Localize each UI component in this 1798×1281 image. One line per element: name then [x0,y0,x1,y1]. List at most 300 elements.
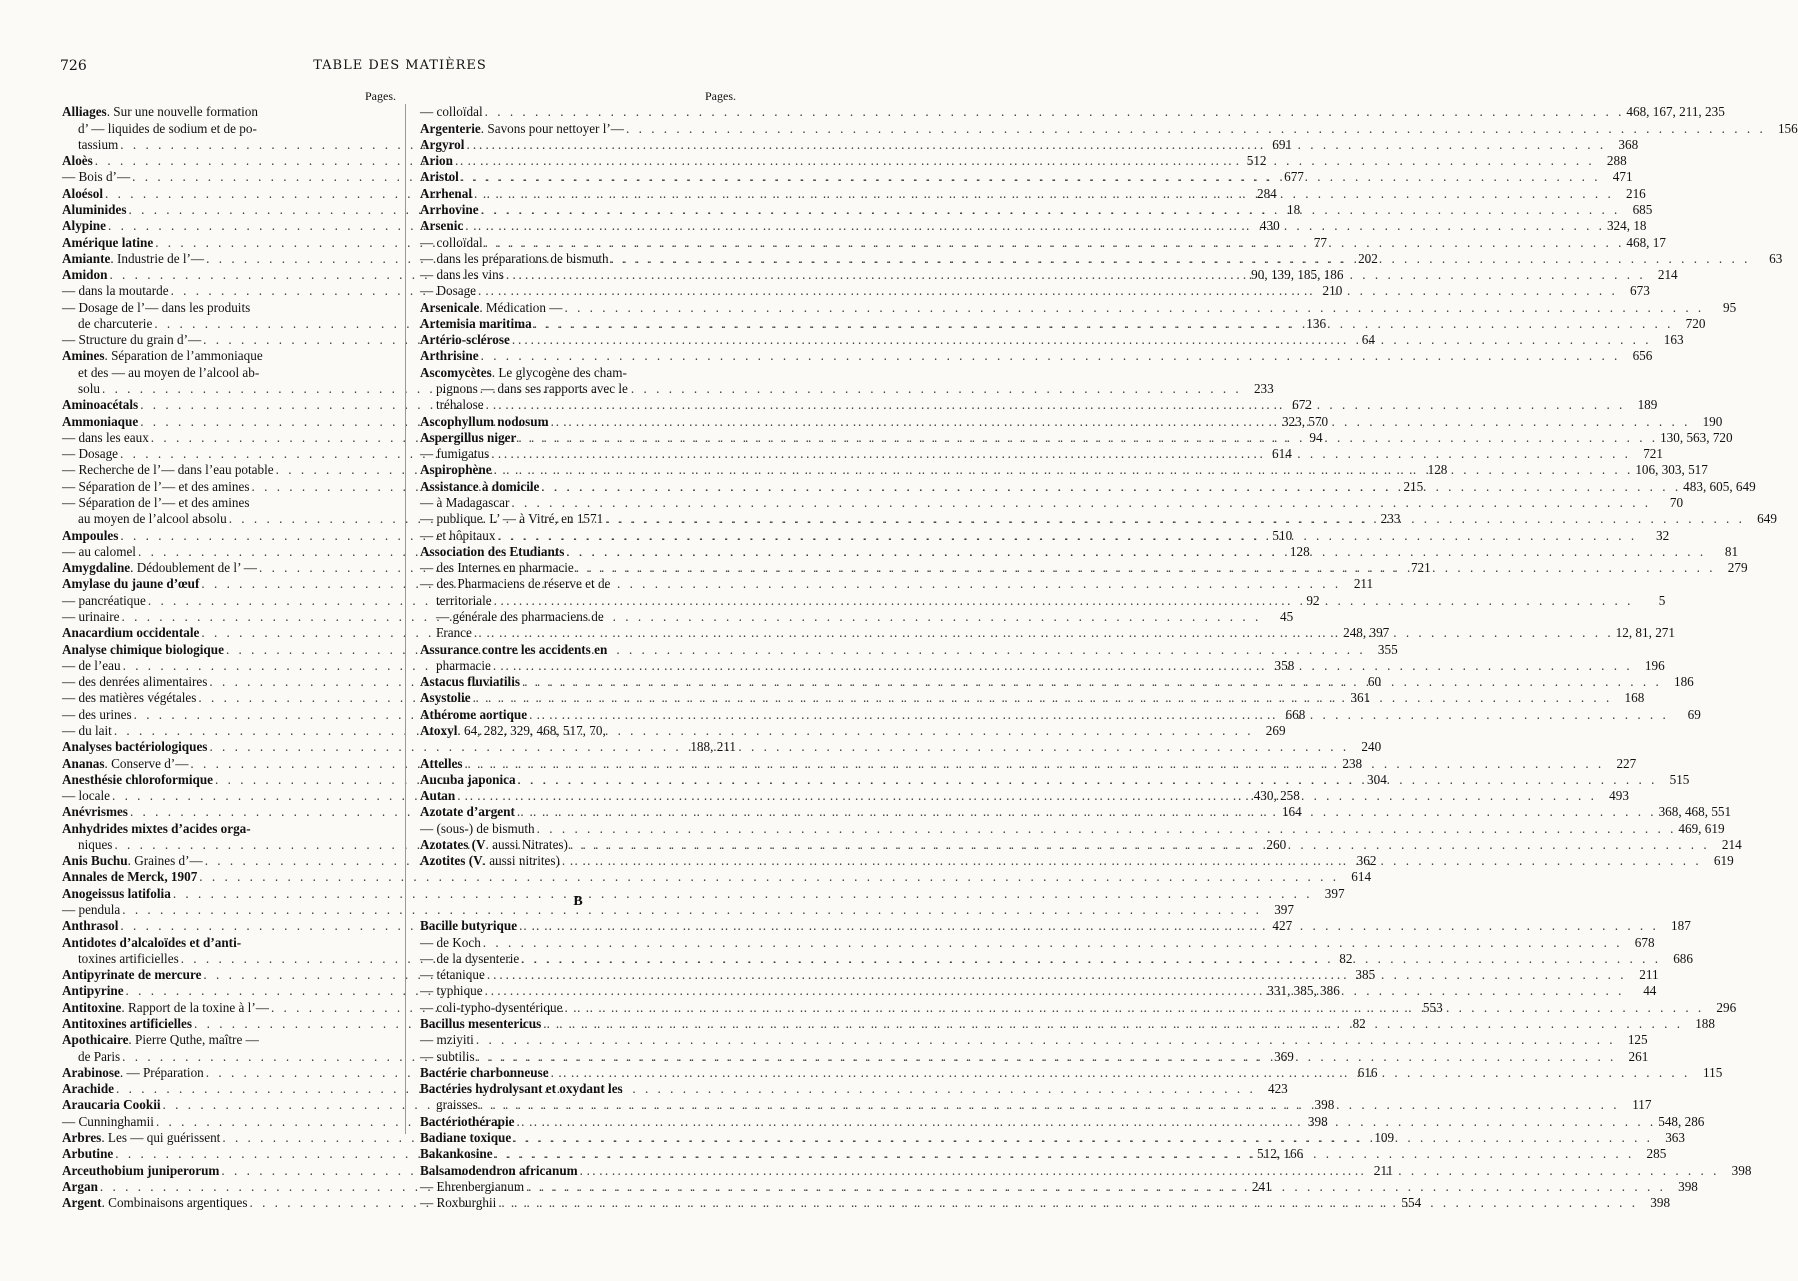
entry-term: Azotites (V. aussi nitrites) [420,853,560,869]
entry-term: — mziyiti [420,1032,474,1048]
entry-term: Alypine [62,218,106,234]
dot-leader [518,772,1658,788]
entry-page-refs: 430, 258 [1253,788,1300,804]
entry-page-refs: 285 [1646,1146,1667,1162]
entry-page-refs: 211 [1639,967,1659,983]
dot-leader [626,121,1766,137]
entry-page-refs: 469, 619 [1678,820,1725,836]
entry-page-refs: 115 [1703,1064,1723,1080]
entry-term: de charcuterie [78,315,153,331]
dot-leader [199,869,1339,885]
entry-term: Badiane toxique [420,1129,512,1145]
dot-leader [534,316,1674,332]
entry-page-refs: 720 [1685,315,1706,331]
entry-page-refs: 398 [1678,1178,1698,1194]
entry-term: — Ehrenbergianum [420,1178,525,1194]
entry-page-refs: 284 [1256,185,1277,201]
entry-term: territoriale [436,592,492,608]
entry-term: Artemisia maritima [420,315,532,331]
entry-page-refs: 368, 468, 551 [1658,804,1732,820]
index-entry [420,495,1684,511]
dot-leader [497,528,1637,544]
entry-term: Bactérie charbonneuse [420,1064,549,1080]
entry-term: Argent. Combinaisons argentiques [62,1195,248,1211]
entry-page-refs: 397 [1324,885,1345,901]
entry-term: tréhalose [436,397,484,413]
entry-page-refs: 188, 211 [690,739,736,755]
index-entry [62,104,396,120]
entry-page-refs: 240 [1361,739,1382,755]
entry-term: — colloïdal [420,234,483,250]
entry-page-refs: 619 [1713,853,1734,869]
entry-page-refs: 656 [1632,348,1653,364]
entry-term: — Cunninghamii [62,1113,154,1129]
entry-page-refs: 548, 286 [1658,1113,1705,1129]
entry-page-refs: 279 [1727,560,1748,576]
entry-term: Antitoxines artificielles [62,1016,193,1032]
entry-page-refs: 69 [1687,706,1701,722]
dot-leader [464,756,1604,772]
entry-page-refs: 238 [1342,755,1363,771]
dot-leader [209,739,1349,755]
entry-term: — dans les préparations de bismuth [420,250,609,266]
section-letter: B [573,893,583,909]
entry-term: — Structure du grain d’— [62,332,202,348]
entry-page-refs: 125 [1627,1032,1648,1048]
entry-term: Aucuba japonica [420,771,516,787]
entry-page-refs: 686 [1673,950,1693,966]
entry-term: Ascophyllum nodosum [420,413,549,429]
entry-term: Arceuthobium juniperorum [62,1162,220,1178]
dot-leader [551,414,1691,430]
entry-term: Amérique latine [62,234,154,250]
entry-page-refs: 483, 605, 649 [1683,478,1756,494]
entry-page-refs: 510 [1272,527,1293,543]
dot-leader [173,886,1313,902]
dot-leader [494,593,1634,609]
entry-term: Azotate d’argent [420,804,515,820]
entry-page-refs: 358 [1274,657,1295,673]
index-entry [62,869,1372,885]
entry-page-refs: 668 [1285,706,1306,722]
entry-term: Aloès [62,153,93,169]
entry-term: Apothicaire. Pierre Quthe, maître — [62,1032,259,1048]
entry-term: Amines. Séparation de l’ammoniaque [62,348,263,364]
entry-term: Ampoules [62,527,119,543]
dot-leader [494,462,1634,478]
entry-page-refs: 649 [1757,511,1777,527]
entry-page-refs: 90, 139, 185, 186 [1251,267,1344,283]
dot-leader [481,202,1621,218]
entry-page-refs: 304 [1367,771,1387,787]
entry-page-refs: 216 [1625,185,1646,201]
entry-term: Arabinose. — Préparation [62,1064,204,1080]
entry-page-refs: 368 [1618,136,1639,152]
dot-leader [480,1097,1620,1113]
entry-page-refs: 269 [1265,722,1286,738]
entry-term: — publique. L’ — à Vitré, en 1571 [420,511,604,527]
index-entry [62,495,396,511]
dot-leader [518,430,1658,446]
index-entry [420,299,1737,316]
entry-term: Arbutine [62,1146,114,1162]
entry-page-refs: 156 [1777,120,1798,136]
entry-page-refs: 109 [1374,1129,1395,1145]
dot-leader [491,446,1631,462]
entry-page-refs: 45 [1280,608,1294,624]
entry-page-refs: 117 [1632,1097,1652,1113]
entry-page-refs: 60 [1367,674,1382,690]
entry-page-refs: 721 [1410,560,1431,576]
dot-leader [517,804,1657,820]
entry-term: niques [78,836,113,852]
entry-term: — à Madagascar [420,495,510,511]
entry-term: — de l’eau [62,657,121,673]
entry-term: Autan [420,788,456,804]
entry-term: Arrhovine [420,201,479,217]
entry-term: — typhique [420,983,483,999]
entry-term: de Paris [78,1048,121,1064]
entry-term: Arsenic [420,218,464,234]
entry-term: Artério-sclérose [420,332,510,348]
entry-page-refs: 355 [1377,641,1398,657]
entry-term: — et hôpitaux [420,527,496,543]
dot-leader [474,625,1614,641]
entry-term: Arion [420,153,453,169]
entry-page-refs: 553 [1422,999,1443,1015]
entry-term: Bacille butyrique [420,918,518,934]
entry-page-refs: 106, 303, 517 [1635,462,1708,478]
entry-page-refs: 493 [1609,788,1629,804]
entry-term: — de la dysenterie [420,950,520,966]
entry-page-refs: 363 [1665,1129,1685,1145]
entry-term: — tétanique [420,967,485,983]
entry-term: tassium [78,136,119,152]
entry-term: Aluminides [62,201,127,217]
entry-term: Azotates (V. aussi Nitrates) [420,836,568,852]
entry-term: — Séparation de l’— et des amines [62,478,250,494]
entry-term: Anhydrides mixtes d’acides orga- [62,820,251,836]
dot-leader [564,300,1704,316]
dot-leader [566,544,1706,560]
entry-term: Ammoniaque [62,413,139,429]
dot-leader [537,821,1677,837]
entry-term: — du lait [62,722,112,738]
entry-page-refs: 427 [1272,918,1293,934]
entry-page-refs: 398 [1731,1162,1752,1178]
page-number: 726 [60,58,87,74]
entry-page-refs: 398 [1650,1195,1671,1211]
dot-leader [477,1049,1617,1065]
entry-term: — des matières végétales [62,690,197,706]
entry-term: — des urines [62,706,132,722]
dot-leader [570,837,1710,853]
dot-leader [564,1000,1704,1016]
entry-page-refs: 18 [1287,201,1301,217]
entry-term: Amiante. Industrie de l’— [62,250,205,266]
entry-page-refs: 12, 81, 271 [1615,625,1675,641]
entry-term: Amidon [62,267,108,283]
entry-page-refs: 32 [1656,527,1670,543]
entry-page-refs: 423 [1267,1081,1288,1097]
entry-term: France [436,625,472,641]
entry-term: Balsamodendron africanum [420,1162,578,1178]
dot-leader [473,690,1613,706]
entry-term: Argenterie. Savons pour nettoyer l’— [420,120,624,136]
entry-term: — Séparation de l’— et des amines [62,495,250,511]
dot-leader [465,218,1605,234]
entry-page-refs: 81 [1724,543,1739,559]
entry-page-refs: 227 [1616,755,1637,771]
entry-page-refs: 94 [1309,429,1323,445]
entry-page-refs: 241 [1251,1178,1272,1194]
entry-term: Annales de Merck, 1907 [62,869,198,885]
entry-term: Atoxyl. 64, 282, 329, 468, 517, 70, [420,722,606,738]
entry-term: Bactéries hydrolysant et oxydant les [420,1081,623,1097]
entry-page-refs: 70 [1669,495,1684,511]
entry-term: — Dosage [420,283,477,299]
dot-leader [201,576,1341,592]
entry-term: Bakankosine [420,1146,493,1162]
dot-leader [512,332,1652,348]
entry-page-refs: 288 [1606,153,1627,169]
entry-page-refs: 296 [1716,999,1737,1015]
entry-term: Bacillus mesentericus [420,1015,542,1031]
entry-page-refs: 214 [1721,836,1742,852]
dot-leader [543,1016,1683,1032]
entry-term: — des Pharmaciens de réserve et de [420,576,611,592]
entry-page-refs: 515 [1669,771,1690,787]
dot-leader [466,137,1606,153]
entry-term: — locale [62,788,110,804]
entry-term: — au calomel [62,543,136,559]
entry-page-refs: 721 [1643,446,1663,462]
entry-page-refs: 614 [1272,446,1292,462]
index-entry [62,935,396,951]
entry-page-refs: 398 [1307,1113,1328,1129]
entry-page-refs: 362 [1356,853,1377,869]
entry-term: — pancréatique [62,592,146,608]
entry-term: Ascomycètes. Le glycogène des cham- [420,364,627,380]
dot-leader [485,983,1625,999]
entry-term: Assurance contre les accidents en [420,641,608,657]
entry-term: Anévrismes [62,804,128,820]
entry-page-refs: 187 [1671,918,1691,934]
entry-term: d’ — liquides de sodium et de po- [78,120,257,136]
dot-leader [485,235,1625,251]
entry-page-refs: 614 [1351,869,1372,885]
entry-page-refs: 95 [1723,299,1737,315]
entry-page-refs: 233 [1380,511,1401,527]
entry-term: — Bois d’— [62,169,131,185]
entry-page-refs: 136 [1306,315,1327,331]
entry-term: — des denrées alimentaires [62,674,208,690]
dot-leader [476,1032,1616,1048]
entry-term: — (sous-) de bismuth [420,820,535,836]
entry-page-refs: 385 [1355,967,1376,983]
entry-term: toxines artificielles [78,950,179,966]
entry-page-refs: 128 [1289,543,1310,559]
entry-term: Anacardium occidentale [62,625,200,641]
index-entry [62,365,396,381]
dot-leader [474,186,1614,202]
entry-term: — Recherche de l’— dans l’eau potable [62,462,274,478]
entry-page-refs: 468, 17 [1626,234,1666,250]
entry-term: Assistance à domicile [420,478,540,494]
entry-page-refs: 398 [1314,1097,1335,1113]
entry-term: — de Koch [420,934,481,950]
entry-page-refs: 210 [1322,283,1343,299]
entry-term: Athérome aortique [420,706,528,722]
entry-page-refs: 82 [1352,1016,1366,1032]
index-entry [420,642,736,658]
index-entry [420,381,736,397]
entry-page-refs: 512, 166 [1257,1146,1304,1162]
entry-page-refs: 691 [1272,136,1293,152]
entry-page-refs: 211 [1373,1162,1394,1178]
entry-page-refs: 261 [1628,1048,1649,1064]
entry-term: Aloésol [62,185,104,201]
dot-leader [485,104,1625,120]
index-entry [420,120,1798,137]
entry-term: Ananas. Conserve d’— [62,755,189,771]
entry-term: Bactériothérapie [420,1113,515,1129]
entry-page-refs: 233 [1253,381,1274,397]
entry-term: Alliages. Sur une nouvelle formation [62,104,258,120]
entry-term: Analyse chimique biologique [62,641,224,657]
entry-page-refs: 369 [1274,1048,1294,1064]
dot-leader [495,1146,1635,1162]
entry-term: Antitoxine. Rapport de la toxine à l’— [62,999,269,1015]
entry-page-refs: 128 [1427,462,1448,478]
index-entry [62,902,1294,918]
index-entry [62,821,396,837]
entry-term: Astacus fluviatilis [420,674,521,690]
entry-term: graisses [436,1097,478,1113]
entry-term: pignons — dans ses rapports avec le [436,381,628,397]
entry-term: — Dosage [62,446,119,462]
dot-leader [576,560,1716,576]
entry-page-refs: 64 [1361,332,1375,348]
running-head: TABLE DES MATIÈRES [313,58,487,73]
entry-term: Attelles [420,755,463,771]
entry-page-refs: 202 [1358,250,1378,266]
entry-term: Aspirophène [420,462,492,478]
dot-leader [481,348,1621,364]
entry-page-refs: 63 [1769,250,1783,266]
dot-leader [498,1195,1638,1211]
dot-leader [506,267,1646,283]
index-entry [420,723,736,739]
entry-term: Argan [62,1178,98,1194]
entry-page-refs: 677 [1284,169,1304,185]
entry-term: Anthrasol [62,918,119,934]
entry-page-refs: 430 [1259,218,1280,234]
entry-page-refs: 77 [1313,234,1327,250]
entry-term: Antipyrine [62,983,124,999]
dot-leader [478,283,1618,299]
dot-leader [457,788,1597,804]
entry-page-refs: 215 [1403,478,1424,494]
entry-page-refs: 512 [1246,153,1267,169]
entry-term: et des — au moyen de l’alcool ab- [78,364,260,380]
entry-term: Arachide [62,1081,115,1097]
entry-term: — dans les vins [420,267,504,283]
entry-term: Araucaria Cookii [62,1097,161,1113]
dot-leader [511,495,1651,511]
entry-page-refs: 130, 563, 720 [1660,429,1733,445]
entry-term: Amygdaline. Dédoublement de l’ — [62,560,257,576]
index-entry [420,1081,736,1097]
index-entry [420,609,736,625]
entry-term: — générale des pharmaciens de [436,608,604,624]
entry-term: — des Internes en pharmacie [420,560,574,576]
entry-term: Asystolie [420,690,471,706]
index-entry [62,348,396,364]
entry-term: Association des Etudiants [420,543,565,559]
dot-leader [611,251,1751,267]
entry-term: Arthrisine [420,348,479,364]
column-divider [405,104,406,1134]
dot-leader [562,853,1702,869]
entry-page-refs: 163 [1663,332,1684,348]
entry-page-refs: 82 [1339,950,1353,966]
entry-page-refs: 189 [1637,397,1658,413]
entry-term: Anesthésie chloroformique [62,771,214,787]
dot-leader [513,1130,1653,1146]
pages-header: Pages. [705,89,736,103]
dot-leader [486,397,1626,413]
entry-page-refs: 196 [1644,657,1665,673]
entry-term: Antipyrinate de mercure [62,967,202,983]
dot-leader [580,1163,1720,1179]
entry-page-refs: 616 [1357,1064,1378,1080]
entry-term: Aminoacétals [62,397,139,413]
entry-page-refs: 323, 570 [1281,413,1329,429]
index-entry [62,300,396,316]
entry-page-refs: 248, 397 [1343,625,1390,641]
entry-page-refs: 186 [1673,674,1694,690]
entry-term: au moyen de l’alcool absolu [78,511,227,527]
entry-page-refs: 397 [1274,902,1294,918]
entry-page-refs: 92 [1306,592,1320,608]
entry-term: Argyrol [420,136,465,152]
entry-term: Antidotes d’alcaloïdes et d’anti- [62,934,242,950]
dot-leader [521,951,1661,967]
entry-page-refs: 468, 167, 211, 235 [1626,104,1725,120]
entry-term: Aristol [420,169,459,185]
entry-term: — Roxburghii [420,1195,497,1211]
dot-leader [483,935,1623,951]
entry-page-refs: 5 [1658,592,1666,608]
index-entry [420,104,1725,120]
dot-leader [516,1114,1656,1130]
dot-leader [605,511,1745,527]
entry-term: Analyses bactériologiques [62,739,208,755]
dot-leader [455,153,1595,169]
entry-page-refs: 44 [1643,983,1657,999]
index-entry [420,934,1655,951]
entry-page-refs: 673 [1630,283,1650,299]
entry-page-refs: 672 [1292,397,1312,413]
index-entry [420,739,736,755]
entry-term: Arrhenal [420,185,473,201]
entry-term: Anogeissus latifolia [62,885,171,901]
entry-term: — colloïdal [420,104,483,120]
index-entry [420,1032,1648,1048]
index-entry [420,348,1653,364]
entry-term: — fumigatus [420,446,490,462]
